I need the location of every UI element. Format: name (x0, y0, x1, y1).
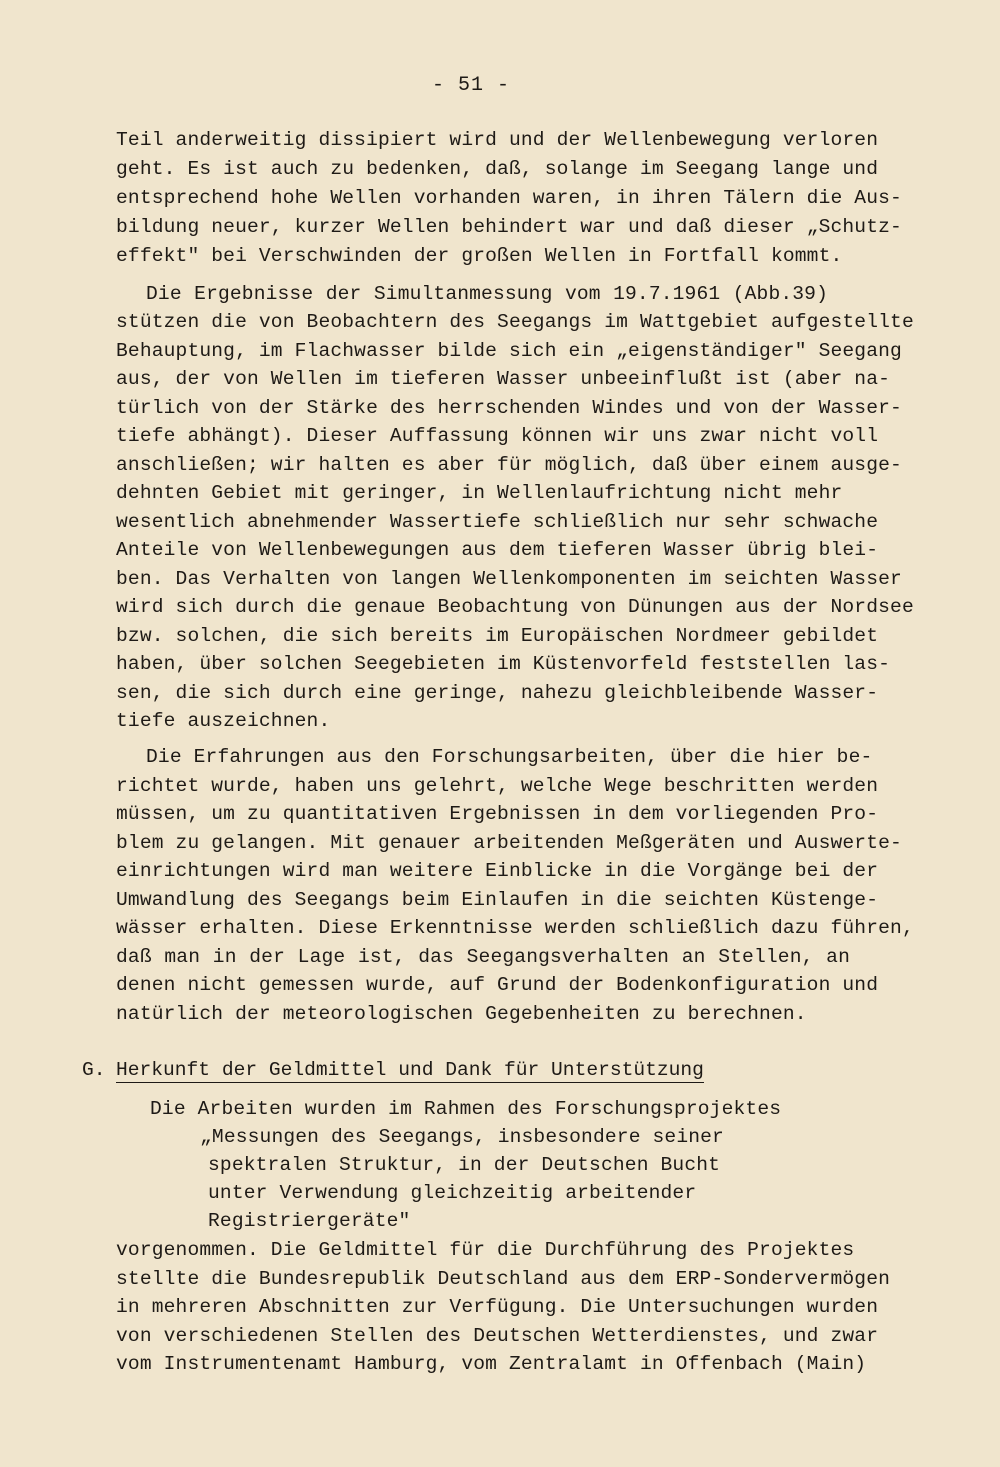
paragraph2-line: bzw. solchen, die sich bereits im Europäischen Nordmeer gebildet (116, 625, 879, 647)
paragraph4-line: vorgenommen. Die Geldmittel für die Durchführung des Projektes (116, 1239, 855, 1261)
section-g-letter: G. (82, 1059, 106, 1081)
paragraph1-line: geht. Es ist auch zu bedenken, daß, solange im Seegang lange und (116, 158, 879, 180)
paragraph2-line: anschließen; wir halten es aber für möglich, daß über einem ausge- (116, 454, 902, 476)
paragraph2-line: Behauptung, im Flachwasser bilde sich ein „eigenständiger" Seegang (116, 340, 902, 362)
paragraph2-line: Die Ergebnisse der Simultanmessung vom 19.7.1961 (Abb.39) (146, 283, 828, 305)
paragraph1-line: effekt" bei Verschwinden der großen Wellen in Fortfall kommt. (116, 245, 843, 267)
paragraph1-line: entsprechend hohe Wellen vorhanden waren, in ihren Tälern die Aus- (116, 187, 902, 209)
paragraph2-line: wesentlich abnehmender Wassertiefe schließlich nur sehr schwache (116, 511, 879, 533)
paragraph3-line: Die Erfahrungen aus den Forschungsarbeiten, über die hier be- (146, 746, 873, 768)
paragraph4-intro: Die Arbeiten wurden im Rahmen des Forschungsprojektes (150, 1098, 782, 1120)
paragraph2-line: aus, der von Wellen im tieferen Wasser unbeeinflußt ist (aber na- (116, 368, 891, 390)
paragraph1-line: Teil anderweitig dissipiert wird und der Wellenbewegung verloren (116, 129, 879, 151)
project-title-line: unter Verwendung gleichzeitig arbeitender (208, 1182, 697, 1204)
page-number: - 51 - (432, 74, 511, 97)
paragraph2-line: stützen die von Beobachtern des Seegangs im Wattgebiet aufgestellte (116, 311, 914, 333)
paragraph2-line: haben, über solchen Seegebieten im Küstenvorfeld feststellen las- (116, 653, 891, 675)
section-g-title: Herkunft der Geldmittel und Dank für Unterstützung (116, 1059, 704, 1081)
paragraph2-line: dehnten Gebiet mit geringer, in Wellenlaufrichtung nicht mehr (116, 482, 843, 504)
paragraph2-line: tiefe abhängt). Dieser Auffassung können wir uns zwar nicht voll (116, 425, 879, 447)
paragraph2-line: wird sich durch die genaue Beobachtung von Dünungen aus der Nordsee (116, 596, 914, 618)
paragraph4-line: in mehreren Abschnitten zur Verfügung. Die Untersuchungen wurden (116, 1296, 879, 1318)
project-title-line: „Messungen des Seegangs, insbesondere seiner (200, 1126, 724, 1148)
paragraph4-line: stellte die Bundesrepublik Deutschland aus dem ERP-Sondervermögen (116, 1268, 891, 1290)
paragraph2-line: Anteile von Wellenbewegungen aus dem tieferen Wasser übrig blei- (116, 539, 879, 561)
paragraph2-line: ben. Das Verhalten von langen Wellenkomponenten im seichten Wasser (116, 568, 902, 590)
project-title-line: spektralen Struktur, in der Deutschen Bucht (208, 1154, 721, 1176)
paragraph3-line: daß man in der Lage ist, das Seegangsverhalten an Stellen, an (116, 946, 850, 968)
project-title-line: Registriergeräte" (208, 1210, 411, 1232)
paragraph2-line: tiefe auszeichnen. (116, 710, 331, 732)
paragraph2-line: türlich von der Stärke des herrschenden Windes und von der Wasser- (116, 397, 902, 419)
paragraph3-line: richtet wurde, haben uns gelehrt, welche Wege beschritten werden (116, 775, 879, 797)
paragraph3-line: wässer erhalten. Diese Erkenntnisse werden schließlich dazu führen, (116, 917, 914, 939)
paragraph1-line: bildung neuer, kurzer Wellen behindert war und daß dieser „Schutz- (116, 216, 902, 238)
paragraph3-line: müssen, um zu quantitativen Ergebnissen in dem vorliegenden Pro- (116, 803, 879, 825)
paragraph3-line: blem zu gelangen. Mit genauer arbeitenden Meßgeräten und Auswerte- (116, 832, 902, 854)
paragraph3-line: denen nicht gemessen wurde, auf Grund der Bodenkonfiguration und (116, 974, 879, 996)
paragraph3-line: Umwandlung des Seegangs beim Einlaufen in die seichten Küstenge- (116, 889, 879, 911)
paragraph4-line: vom Instrumentenamt Hamburg, vom Zentralamt in Offenbach (Main) (116, 1353, 867, 1375)
paragraph3-line: natürlich der meteorologischen Gegebenheiten zu berechnen. (116, 1003, 807, 1025)
paragraph3-line: einrichtungen wird man weitere Einblicke in die Vorgänge bei der (116, 860, 879, 882)
paragraph2-line: sen, die sich durch eine geringe, nahezu gleichbleibende Wasser- (116, 682, 879, 704)
paragraph4-line: von verschiedenen Stellen des Deutschen Wetterdienstes, und zwar (116, 1325, 879, 1347)
